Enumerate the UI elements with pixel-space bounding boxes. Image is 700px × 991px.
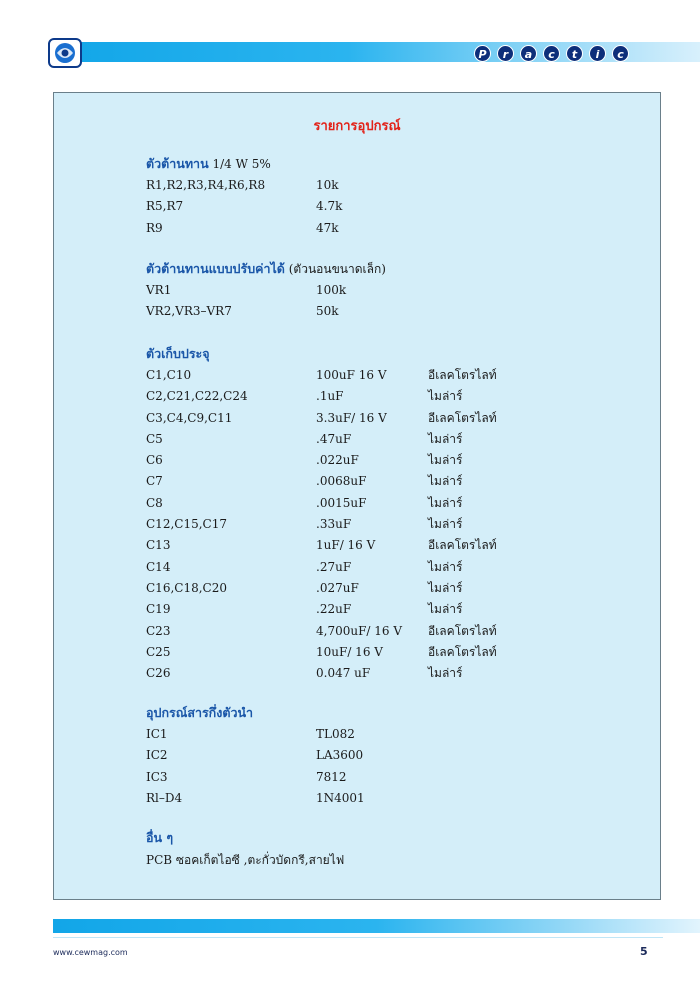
part-ref: C19 [146,602,171,617]
capacitors-heading: ตัวเก็บประจุ [146,346,210,361]
part-ref: VR1 [146,283,172,297]
misc-text: PCB ซอคเก็ตไอซี ,ตะกั่วบัดกรี,สายไฟ [146,853,345,867]
resistors-spec: 1/4 W 5% [212,157,271,171]
part-row [146,493,646,514]
misc-section [146,827,646,871]
part-ref: R5,R7 [146,199,184,214]
part-ref: C25 [146,644,171,659]
part-ref: R9 [146,220,163,235]
part-type: ไมล่าร์ [428,495,463,510]
part-type: ไมล่าร์ [428,431,463,446]
part-value: .0015uF [316,495,367,510]
part-row [146,408,646,429]
part-ref: IC2 [146,748,168,763]
part-value: 100k [316,283,347,297]
part-type: ไมล่าร์ [428,602,463,617]
part-type: ไมล่าร์ [428,559,463,574]
part-row [146,196,646,217]
part-row [146,557,646,578]
part-ref: C7 [146,474,163,489]
resistors-section [146,153,646,239]
part-row [146,280,646,301]
variable-resistors-spec: (ตัวนอนขนาดเล็ก) [288,262,386,276]
part-ref: C26 [146,666,171,681]
part-value: 100uF 16 V [316,368,387,382]
footer-divider [53,937,663,938]
part-row [146,767,646,788]
part-ref: C16,C18,C20 [146,580,227,595]
part-type: ไมล่าร์ [428,517,463,532]
practice-letter: P [474,45,491,62]
part-value: 47k [316,220,339,235]
page-number: 5 [640,945,648,958]
part-row [146,788,646,809]
parts-list-panel [53,92,661,900]
part-row [146,429,646,450]
part-ref: C14 [146,559,171,574]
part-value: 10k [316,178,339,192]
semiconductors-section [146,702,646,809]
part-value: 7812 [316,769,347,784]
part-row [146,365,646,386]
resistors-heading: ตัวต้านทาน 1/4 W 5% [146,156,271,171]
part-value: .47uF [316,431,352,446]
part-value: 1N4001 [316,790,365,805]
part-row [146,599,646,620]
part-value: 10uF/ 16 V [316,644,383,659]
part-type: ไมล่าร์ [428,580,463,595]
misc-heading: อื่น ๆ [146,830,174,845]
part-ref: C5 [146,431,163,446]
part-value: .22uF [316,602,352,617]
part-ref: C1,C10 [146,368,192,382]
part-type: อีเลคโตรไลท์ [428,623,497,638]
part-value: TL082 [316,727,355,741]
part-row [146,218,646,239]
part-row [146,386,646,407]
footer-bar [53,919,700,933]
footer-url: www.cewmag.com [53,948,128,957]
part-value: .022uF [316,453,359,468]
part-ref: C2,C21,C22,C24 [146,389,248,404]
practice-letter: i [589,45,606,62]
part-value: 3.3uF/ 16 V [316,410,387,425]
part-row [146,745,646,766]
part-row [146,578,646,599]
part-ref: IC1 [146,727,168,741]
part-type: อีเลคโตรไลท์ [428,410,497,425]
part-value: .1uF [316,389,344,404]
part-ref: C23 [146,623,171,638]
part-row [146,535,646,556]
part-row [146,301,646,322]
part-type: ไมล่าร์ [428,389,463,404]
part-ref: C8 [146,495,163,510]
part-ref: IC3 [146,769,168,784]
part-type: ไมล่าร์ [428,453,463,468]
cew-logo [48,38,82,68]
part-ref: C12,C15,C17 [146,517,227,532]
part-ref: C3,C4,C9,C11 [146,410,233,425]
variable-resistors-heading: ตัวต้านทานแบบปรับค่าได้ (ตัวนอนขนาดเล็ก) [146,261,386,276]
part-value: LA3600 [316,748,364,763]
part-type: ไมล่าร์ [428,474,463,489]
part-type: ไมล่าร์ [428,666,463,681]
part-row [146,724,646,745]
part-value: .33uF [316,517,352,532]
part-value: 4,700uF/ 16 V [316,623,403,638]
part-type: อีเลคโตรไลท์ [428,538,497,553]
part-type: อีเลคโตรไลท์ [428,368,497,382]
part-row [146,621,646,642]
part-ref: C6 [146,453,163,468]
practice-letter: c [543,45,560,62]
practice-badge [474,45,629,62]
variable-resistors-section [146,258,646,323]
part-row [146,663,646,684]
part-value: 50k [316,304,339,319]
part-row [146,471,646,492]
page-title: รายการอุปกรณ์ [313,119,401,134]
part-ref: C13 [146,538,171,553]
part-row [146,642,646,663]
part-value: .027uF [316,580,359,595]
practice-letter: a [520,45,537,62]
part-type: อีเลคโตรไลท์ [428,644,497,659]
part-value: 4.7k [316,199,343,214]
capacitors-section [146,343,646,684]
semiconductors-heading: อุปกรณ์สารกึ่งตัวนำ [146,705,254,720]
practice-letter: c [612,45,629,62]
part-row [146,514,646,535]
part-value: .0068uF [316,474,367,489]
part-row [146,450,646,471]
part-ref: R1,R2,R3,R4,R6,R8 [146,178,266,192]
practice-letter: r [497,45,514,62]
part-ref: Rl–D4 [146,790,183,805]
part-value: 1uF/ 16 V [316,538,376,553]
part-ref: VR2,VR3–VR7 [146,304,232,319]
part-value: 0.047 uF [316,666,371,681]
part-value: .27uF [316,559,352,574]
part-row [146,175,646,196]
practice-letter: t [566,45,583,62]
